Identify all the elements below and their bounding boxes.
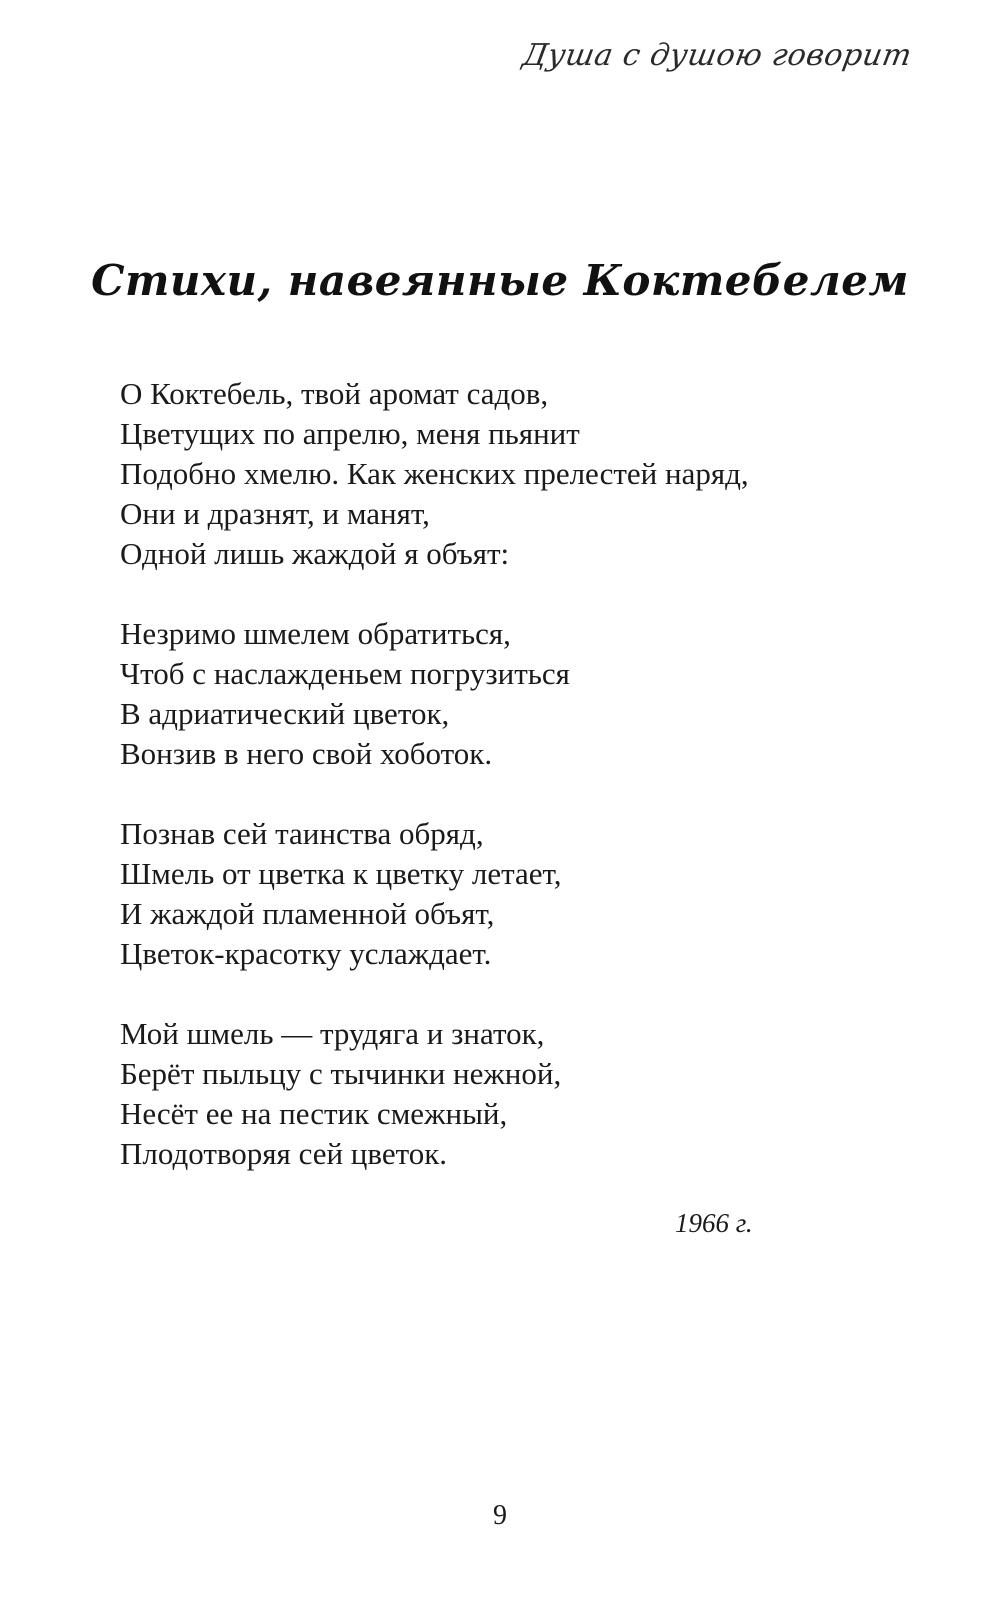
verse-line: Шмель от цветка к цветку летает, (120, 856, 562, 891)
poem-date: 1966 г. (675, 1208, 753, 1238)
verse-line: И жаждой пламенной объят, (120, 896, 495, 931)
stanza-1 (120, 374, 940, 574)
stanza-3 (120, 814, 940, 974)
verse-line: Подобно хмелю. Как женских прелестей наряд, (120, 456, 749, 491)
verse-line: Одной лишь жаждой я объят: (120, 536, 510, 571)
poem-body (120, 374, 940, 1214)
verse-line: Несёт ее на пестик смежный, (120, 1096, 508, 1131)
stanza-4 (120, 1014, 940, 1174)
verse-line: В адриатический цветок, (120, 696, 450, 731)
verse-line: Незримо шмелем обратиться, (120, 616, 511, 651)
verse-line: Они и дразнят, и манят, (120, 496, 430, 531)
verse-line: Цветок-красотку услаждает. (120, 936, 492, 971)
verse-line: Чтоб с наслажденьем погрузиться (120, 656, 570, 691)
page-number: 9 (493, 1500, 507, 1531)
verse-line: Берёт пыльцу с тычинки нежной, (120, 1056, 562, 1091)
verse-line: Познав сей таинства обряд, (120, 816, 484, 851)
poem-title: Стихи, навеянные Коктебелем (91, 256, 909, 305)
stanza-2 (120, 614, 940, 774)
verse-line: Вонзив в него свой хоботок. (120, 736, 493, 771)
running-header: Душа с душою говорит (520, 38, 916, 73)
verse-line: Мой шмель — трудяга и знаток, (120, 1016, 545, 1051)
verse-line: О Коктебель, твой аромат садов, (120, 376, 549, 411)
verse-line: Плодотворяя сей цветок. (120, 1136, 448, 1171)
verse-line: Цветущих по апрелю, меня пьянит (120, 416, 580, 451)
